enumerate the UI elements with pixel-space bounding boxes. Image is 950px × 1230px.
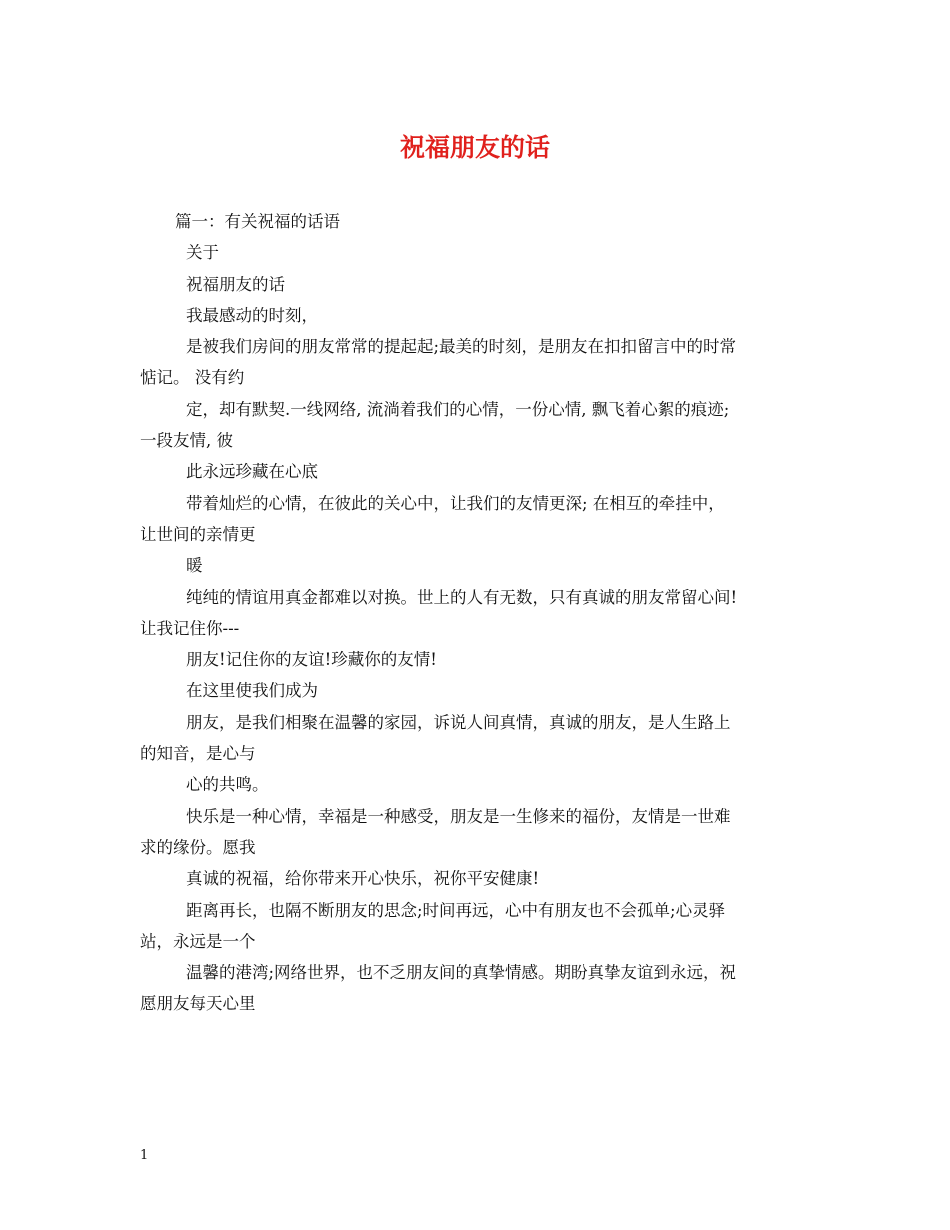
paragraph-line: 一段友情, 彼 [140, 431, 233, 451]
paragraph-line: 让世间的亲情更 [140, 524, 256, 544]
paragraph-line: 朋友，是我们相聚在温馨的家园，诉说人间真情，真诚的朋友，是人生路上 [186, 712, 731, 732]
paragraph-line: 心的共鸣。 [186, 775, 269, 795]
paragraph-line: 愿朋友每天心里 [140, 994, 256, 1014]
paragraph-line: 求的缘份。愿我 [140, 837, 256, 857]
paragraph-line: 是被我们房间的朋友常常的提起起;最美的时刻，是朋友在扣扣留言中的时常 [186, 337, 737, 357]
paragraph-line: 我最感动的时刻， [186, 305, 318, 325]
paragraph-line: 温馨的港湾;网络世界，也不乏朋友间的真挚情感。期盼真挚友谊到永远，祝 [186, 963, 737, 983]
paragraph-line: 带着灿烂的心情，在彼此的关心中，让我们的友情更深; 在相互的牵挂中， [186, 493, 725, 513]
paragraph-line: 关于 [186, 243, 219, 263]
document-body [140, 206, 815, 1020]
paragraph-line: 距离再长，也隔不断朋友的思念;时间再远，心中有朋友也不会孤单;心灵驿 [186, 900, 726, 920]
paragraph-line: 真诚的祝福，给你带来开心快乐，祝你平安健康! [186, 869, 540, 889]
page-number: 1 [140, 1148, 149, 1163]
paragraph-line: 朋友!记住你的友谊!珍藏你的友情! [186, 650, 437, 670]
paragraph-line: 让我记住你--- [140, 618, 240, 638]
paragraph-line: 的知音，是心与 [140, 744, 256, 764]
paragraph-line: 快乐是一种心情，幸福是一种感受，朋友是一生修来的福份，友情是一世难 [186, 806, 731, 826]
paragraph-line: 纯纯的情谊用真金都难以对换。世上的人有无数，只有真诚的朋友常留心间! [186, 587, 738, 607]
paragraph-line: 站，永远是一个 [140, 931, 256, 951]
paragraph-line: 定，却有默契.一线网络, 流淌着我们的心情，一份心情, 飘飞着心絮的痕迹; [186, 399, 730, 419]
paragraph-line: 此永远珍藏在心底 [186, 462, 318, 482]
paragraph-line: 惦记。 没有约 [140, 368, 245, 388]
paragraph-line: 暖 [186, 556, 203, 576]
paragraph-line: 祝福朋友的话 [186, 274, 285, 294]
document-title: 祝福朋友的话 [399, 133, 550, 162]
paragraph-line: 篇一：有关祝福的话语 [175, 212, 340, 231]
paragraph-line: 在这里使我们成为 [186, 681, 318, 701]
